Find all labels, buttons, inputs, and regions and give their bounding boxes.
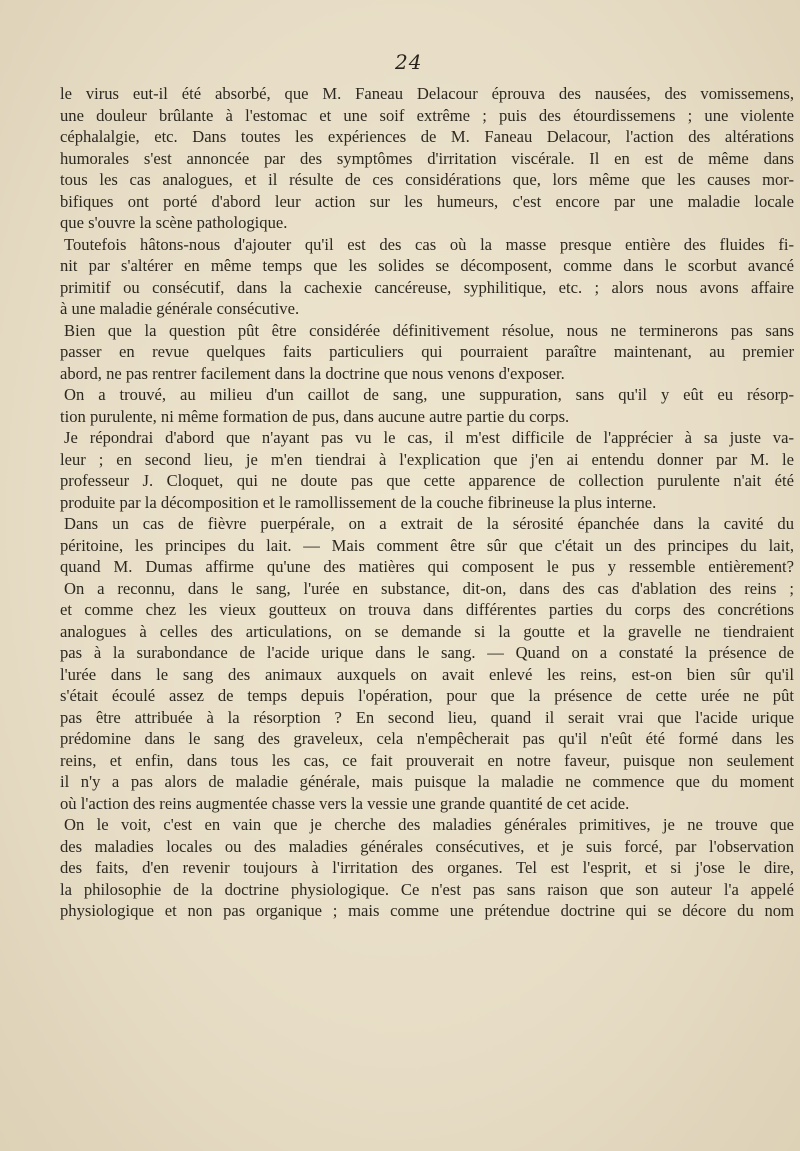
text-line: s'était écoulé assez de temps depuis l'opération, pour que la présence de cette urée ne pût <box>60 686 794 705</box>
text-line: une douleur brûlante à l'estomac et une soif extrême ; puis des étourdissemens ; une violente <box>60 105 794 125</box>
text-line: produite par la décomposition et le ramollissement de la couche fibrineuse la plus interne. <box>60 492 657 512</box>
text-line: des faits, d'en revenir toujours à l'irritation des organes. Tel est l'esprit, et si j'ose le dire, <box>60 858 794 877</box>
text-line: abord, ne pas rentrer facilement dans la doctrine que nous venons d'exposer. <box>60 363 565 383</box>
text-line: physiologique et non pas organique ; mais comme une prétendue doctrine qui se décore du nom <box>60 901 794 920</box>
text-line: humorales s'est annoncée par des symptômes d'irritation viscérale. Il en est de même dans <box>60 148 794 168</box>
text-line: professeur J. Cloquet, qui ne doute pas que cette apparence de collection purulente n'ait été <box>60 471 794 490</box>
text-line: reins, et enfin, dans tous les cas, ce fait prouverait en notre faveur, puisque non seulement <box>60 750 794 770</box>
text-line: primitif ou consécutif, dans la cachexie cancéreuse, syphilitique, etc. ; alors nous avons affaire <box>60 277 794 297</box>
text-line: analogues à celles des articulations, on se demande si la goutte et la gravelle ne tiendraient <box>60 621 794 641</box>
text-line: Dans un cas de fièvre puerpérale, on a extrait de la sérosité épanchée dans la cavité du <box>64 514 794 533</box>
text-line: tion purulente, ni même formation de pus, dans aucune autre partie du corps. <box>60 406 570 426</box>
text-line: Toutefois hâtons-nous d'ajouter qu'il est des cas où la masse presque entière des fluides fi- <box>64 234 794 254</box>
text-line: On a trouvé, au milieu d'un caillot de sang, une suppuration, sans qu'il y eût eu résorp- <box>64 385 794 404</box>
text-line: passer en revue quelques faits particuliers qui pourraient paraître maintenant, au premier <box>60 342 794 361</box>
text-line: leur ; en second lieu, je m'en tiendrai à l'explication que j'en ai entendu donner par M. le <box>60 449 794 469</box>
text-line: Je répondrai d'abord que n'ayant pas vu le cas, il m'est difficile de l'apprécier à sa juste va- <box>64 428 794 447</box>
text-line: la philosophie de la doctrine physiologique. Ce n'est pas sans raison que son auteur l'a appelé <box>60 879 794 899</box>
text-line: pas à la surabondance de l'acide urique dans le sang. — Quand on a constaté la présence de <box>60 643 794 662</box>
text-line: Bien que la question pût être considérée définitivement résolue, nous ne terminerons pas sans <box>64 320 794 340</box>
text-line: il n'y a pas alors de maladie générale, mais puisque la maladie ne commence que du moment <box>60 772 794 791</box>
text-line: que s'ouvre la scène pathologique. <box>60 213 288 232</box>
text-line: le virus eut-il été absorbé, que M. Faneau Delacour éprouva des nausées, des vomissemens, <box>60 84 794 103</box>
text-line: pas être attribuée à la résorption ? En second lieu, quand il serait vrai que l'acide urique <box>60 707 794 727</box>
text-line: céphalalgie, etc. Dans toutes les expériences de M. Faneau Delacour, l'action des altérations <box>60 127 794 146</box>
text-line: tous les cas analogues, et il résulte de ces considérations que, lors même que les causes mor- <box>60 170 794 189</box>
text-line: On le voit, c'est en vain que je cherche des maladies générales primitives, je ne trouve que <box>64 815 794 834</box>
text-line: On a reconnu, dans le sang, l'urée en substance, dit-on, dans des cas d'ablation des reins ; <box>64 578 794 598</box>
page-number: 24 <box>395 50 423 74</box>
text-line: et comme chez les vieux goutteux on trouva dans différentes parties du corps des concrétions <box>60 600 794 619</box>
text-line: bifiques ont porté d'abord leur action sur les humeurs, c'est encore par une maladie locale <box>60 191 794 211</box>
text-line: à une maladie générale consécutive. <box>60 299 300 318</box>
text-line: où l'action des reins augmentée chasse vers la vessie une grande quantité de cet acide. <box>60 793 630 813</box>
text-line: péritoine, les principes du lait. — Mais comment être sûr que c'était un des principes du lait, <box>60 535 794 555</box>
text-line: des maladies locales ou des maladies générales consécutives, et je suis forcé, par l'observation <box>60 836 794 856</box>
text-line: prédomine dans le sang des graveleux, cela n'empêcherait pas qu'il n'eût été formé dans les <box>60 729 794 748</box>
text-line: nit par s'altérer en même temps que les solides se décomposent, comme dans le scorbut avancé <box>60 256 794 275</box>
text-line: quand M. Dumas affirme qu'une des matières qui composent le pus y ressemble entièrement? <box>60 557 794 576</box>
body-text <box>60 83 794 922</box>
text-line: l'urée dans le sang des animaux auxquels on avait enlevé les reins, est-on bien sûr qu'il <box>60 664 794 684</box>
